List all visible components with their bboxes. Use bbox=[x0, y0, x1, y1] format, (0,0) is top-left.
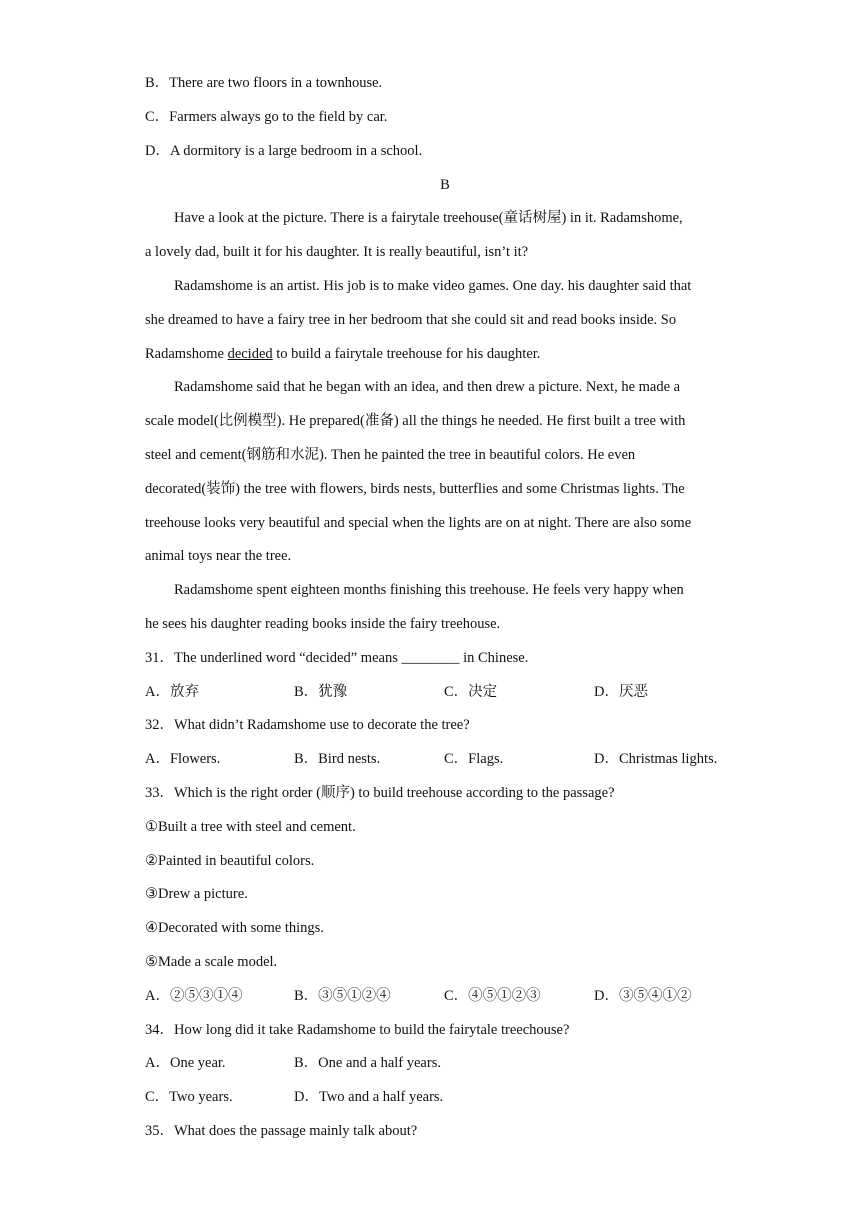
q34-option-a[interactable]: A．One year. bbox=[145, 1055, 226, 1071]
q33-option-c[interactable]: C．④⑤①②③ bbox=[444, 988, 541, 1004]
passage-p2-line2: she dreamed to have a fairy tree in her bedroom that she could sit and read books inside. So bbox=[145, 312, 677, 328]
q33-option-a[interactable]: A．②⑤③①④ bbox=[145, 988, 243, 1004]
q33-option-d[interactable]: D．③⑤④①② bbox=[594, 988, 692, 1004]
passage-p2-line1: Radamshome is an artist. His job is to make video games. One day. his daughter said that bbox=[174, 278, 692, 294]
q33-step-1: ①Built a tree with steel and cement. bbox=[145, 819, 356, 835]
passage-p4-line1: Radamshome spent eighteen months finishing this treehouse. He feels very happy when bbox=[174, 582, 684, 598]
passage-text: Radamshome bbox=[145, 346, 228, 362]
q31-option-c[interactable]: C．决定 bbox=[444, 684, 498, 700]
q31-option-d[interactable]: D．厌恶 bbox=[594, 684, 648, 700]
passage-text: to build a fairytale treehouse for his daughter. bbox=[272, 346, 541, 362]
q34-option-b[interactable]: B．One and a half years. bbox=[294, 1055, 441, 1071]
passage-p4-line2: he sees his daughter reading books inside the fairy treehouse. bbox=[145, 616, 501, 632]
passage-p3-line5: treehouse looks very beautiful and special when the lights are on at night. There are also some bbox=[145, 515, 692, 531]
passage-p3-line6: animal toys near the tree. bbox=[145, 548, 292, 564]
passage-p1-line2: a lovely dad, built it for his daughter. It is really beautiful, isn’t it? bbox=[145, 244, 529, 260]
q32-option-d[interactable]: D．Christmas lights. bbox=[594, 751, 718, 767]
q32-option-b[interactable]: B．Bird nests. bbox=[294, 751, 381, 767]
q32-option-c[interactable]: C．Flags. bbox=[444, 751, 504, 767]
q32-option-a[interactable]: A．Flowers. bbox=[145, 751, 221, 767]
passage-p3-line3: steel and cement(钢筋和水泥). Then he painted the tree in beautiful colors. He even bbox=[145, 447, 636, 463]
q33-step-3: ③Drew a picture. bbox=[145, 886, 248, 902]
question-34-stem: 34．How long did it take Radamshome to build the fairytale treechouse? bbox=[145, 1022, 570, 1038]
prev-option-d: D．A dormitory is a large bedroom in a school. bbox=[145, 143, 423, 159]
q31-option-b[interactable]: B．犹豫 bbox=[294, 684, 348, 700]
q34-option-d[interactable]: D．Two and a half years. bbox=[294, 1089, 444, 1105]
question-31-stem: 31．The underlined word “decided” means ________ in Chinese. bbox=[145, 650, 529, 666]
passage-p3-line2: scale model(比例模型). He prepared(准备) all the things he needed. He first built a tree with bbox=[145, 413, 686, 429]
section-label: B bbox=[440, 177, 450, 193]
question-33-stem: 33．Which is the right order (顺序) to build treehouse according to the passage? bbox=[145, 785, 615, 801]
q33-step-4: ④Decorated with some things. bbox=[145, 920, 324, 936]
q33-option-b[interactable]: B．③⑤①②④ bbox=[294, 988, 391, 1004]
passage-p3-line1: Radamshome said that he began with an idea, and then drew a picture. Next, he made a bbox=[174, 379, 681, 395]
question-35-stem: 35．What does the passage mainly talk about? bbox=[145, 1123, 418, 1139]
q34-option-c[interactable]: C．Two years. bbox=[145, 1089, 233, 1105]
passage-p1-line1: Have a look at the picture. There is a fairytale treehouse(童话树屋) in it. Radamshome, bbox=[174, 210, 683, 226]
prev-option-b: B．There are two floors in a townhouse. bbox=[145, 75, 383, 91]
passage-p3-line4: decorated(装饰) the tree with flowers, birds nests, butterflies and some Christmas lights. The bbox=[145, 481, 685, 497]
q33-step-2: ②Painted in beautiful colors. bbox=[145, 853, 315, 869]
q33-step-5: ⑤Made a scale model. bbox=[145, 954, 278, 970]
question-32-stem: 32．What didn’t Radamshome use to decorate the tree? bbox=[145, 717, 470, 733]
underlined-word: decided bbox=[227, 346, 273, 362]
prev-option-c: C．Farmers always go to the field by car. bbox=[145, 109, 388, 125]
passage-p2-line3 bbox=[145, 345, 540, 363]
q31-option-a[interactable]: A．放弃 bbox=[145, 684, 199, 700]
